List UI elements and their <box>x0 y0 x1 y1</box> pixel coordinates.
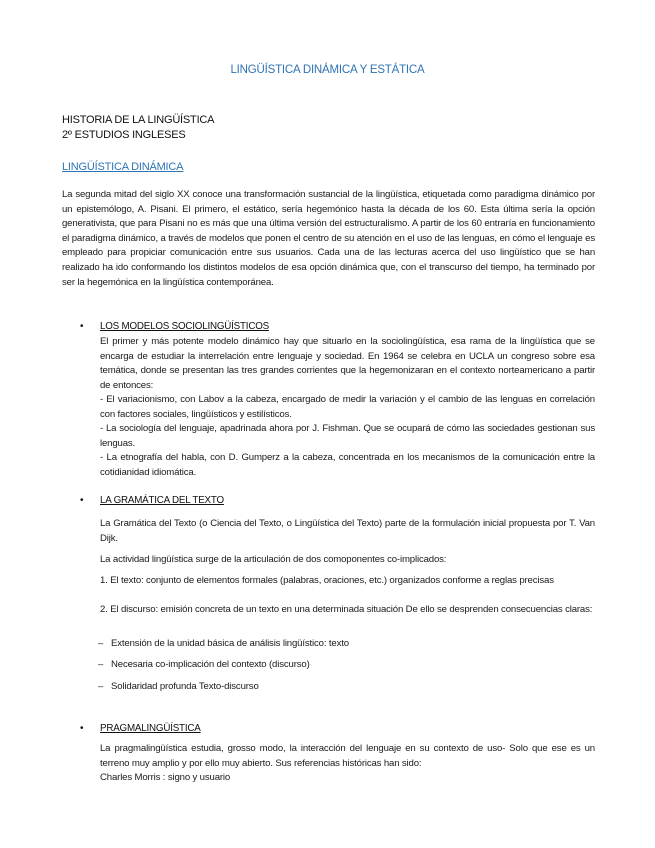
section-title-linguistica-dinamica[interactable]: LINGÜÍSTICA DINÁMICA <box>62 161 184 173</box>
sociolinguistica-paragraph: El primer y más potente modelo dinámico hay que situarlo en la sociolingüística, esa rama de la lingüística que se encarga de estudiar la interrelación entre lenguaje y sociedad. En 1964 se celebra en UCLA un congreso sobre esa temática, donde se presentan las tres grandes corrientes que la hegemonizaran en el contexto norteamericano a partir de entonces: <box>100 336 595 391</box>
dash-icon: – <box>98 659 104 670</box>
gramatica-para-discurso: 2. El discurso: emisión concreta de un texto en una determinada situación De ello se desprenden consecuencias claras: <box>100 604 593 615</box>
course-group: 2º ESTUDIOS INGLESES <box>62 129 186 141</box>
heading-gramatica-del-texto: LA GRAMÁTICA DEL TEXTO <box>100 495 224 506</box>
sociolinguistica-item-etnografia: - La etnografía del habla, con D. Gumperz a la cabeza, concentrada en los mecanismos de la comunicación entre la cotidianidad idiomática. <box>100 452 595 478</box>
bullet-icon: • <box>80 321 84 332</box>
dash-list-item: – Necesaria co-implicación del contexto (discurso) <box>98 659 310 670</box>
dash-icon: – <box>98 681 104 692</box>
document-title: LINGÜÍSTICA DINÁMICA Y ESTÁTICA <box>230 64 425 76</box>
gramatica-para-texto: 1. El texto: conjunto de elementos formales (palabras, oraciones, etc.) organizados conforme a reglas precisas <box>100 575 554 586</box>
dash-list-item: – Solidaridad profunda Texto-discurso <box>98 681 259 692</box>
pragmalinguistica-morris: Charles Morris : signo y usuario <box>100 772 231 783</box>
sociolinguistica-item-variacionismo: - El variacionismo, con Labov a la cabeza, encargado de medir la variación y el cambio de las lenguas en correlación con factores sociales, lingüísticos y estilísticos. <box>100 394 595 420</box>
gramatica-para-intro: La Gramática del Texto (o Ciencia del Texto, o Lingüística del Texto) parte de la formulación inicial propuesta por T. Van Dijk. <box>100 518 595 544</box>
heading-modelos-sociolinguisticos: LOS MODELOS SOCIOLINGÜÍSTICOS <box>100 321 269 332</box>
bullet-icon: • <box>80 723 84 734</box>
bullet-icon: • <box>80 495 84 506</box>
dash-icon: – <box>98 638 104 649</box>
dash-list-item: – Extensión de la unidad básica de análisis lingüístico: texto <box>98 638 349 649</box>
gramatica-para-actividad: La actividad lingüística surge de la articulación de dos comoponentes co-implicados: <box>100 554 447 565</box>
sociolinguistica-item-sociologia: - La sociología del lenguaje, apadrinada ahora por J. Fishman. Que se ocupará de cómo las sociedades gestionan sus lenguas. <box>100 423 595 449</box>
heading-pragmalinguistica: PRAGMALINGÜÍSTICA <box>100 723 201 734</box>
pragmalinguistica-paragraph: La pragmalingüística estudia, grosso modo, la interacción del lenguaje en su contexto de uso- Solo que ese es un terreno muy amplio y por ello muy abierto. Sus referencias históricas han sido: <box>100 743 595 769</box>
course-subject: HISTORIA DE LA LINGÜÍSTICA <box>62 114 215 126</box>
intro-paragraph: La segunda mitad del siglo XX conoce una transformación sustancial de la lingüística, etiquetada como paradigma dinámico por un epistemólogo, A. Pisani. El primero, el estático, sería hegemónico hasta la década de los 60. Esta última sería la opción generativista, que para Pisani no es más que una última versión del estructuralismo. A partir de los 60 entraría en funcionamiento el paradigma dinámico, a través de modelos que ponen el centro de su atención en el uso de las lenguas, en cómo el lenguaje es empleado para propiciar comunicación entre sus usuarios. Cada una de las lecturas acerca del uso lingüístico que se han realizado ha ido conformando los distintos modelos de esa opción dinámica que, con el transcurso del tiempo, ha terminado por ser la hegemónica en la lingüística contemporánea. <box>62 189 595 288</box>
